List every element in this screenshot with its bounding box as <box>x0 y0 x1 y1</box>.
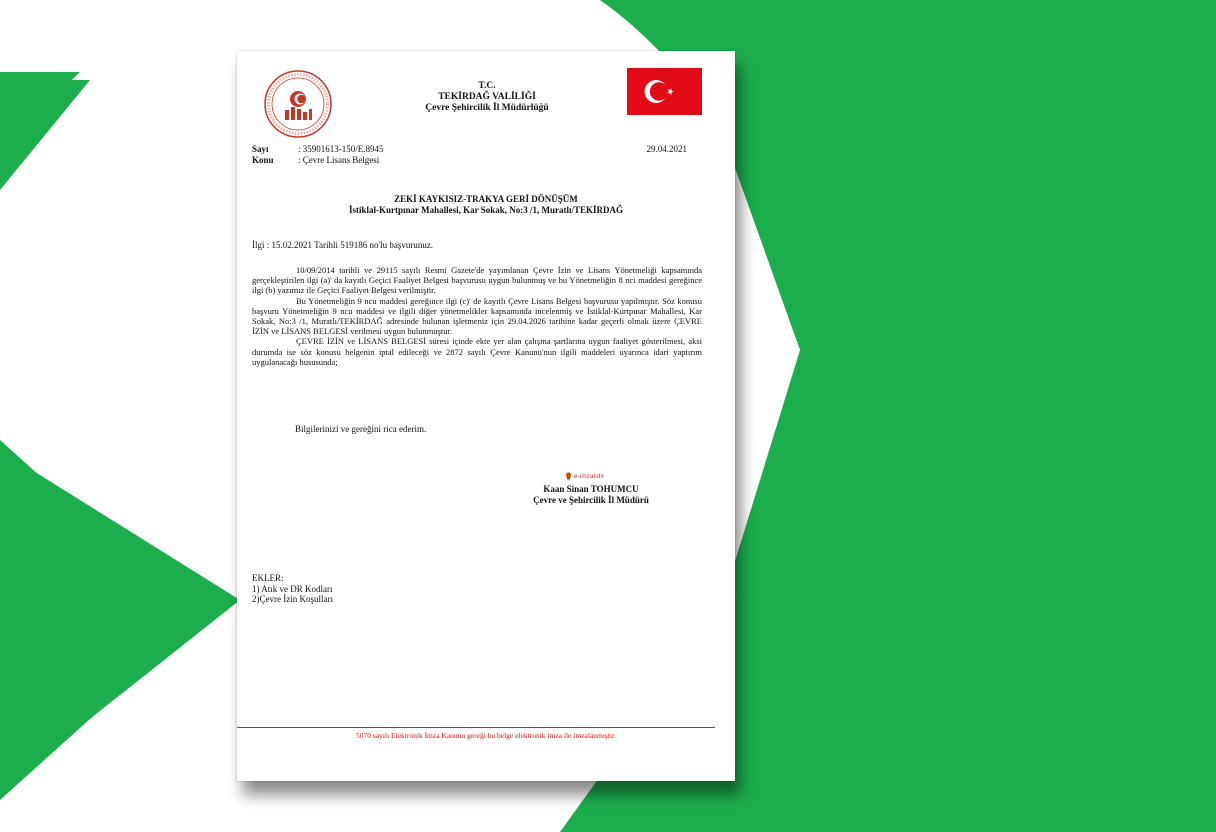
letterhead <box>357 81 617 114</box>
sayi-value: : 35901613-150/E.8945 <box>298 144 384 154</box>
signer-title: Çevre ve Şehircilik İl Müdürü <box>533 495 649 505</box>
reference-block <box>252 144 384 166</box>
letterhead-line-2: TEKİRDAĞ VALİLİĞİ <box>438 92 536 102</box>
footer-notice: 5070 sayılı Elektronik İmza Kanunu gereği bu belge elektronik imza ile imzalanmıştır. <box>356 731 616 740</box>
letterhead-line-3: Çevre Şehircilik İl Müdürlüğü <box>425 103 549 113</box>
attachment-item: 1) Atık ve DR Kodları <box>252 583 333 594</box>
e-signature-badge <box>565 472 604 481</box>
recipient-name: ZEKİ KAYKISIZ-TRAKYA GERİ DÖNÜŞÜM <box>394 194 578 204</box>
footer-divider <box>237 727 715 728</box>
attachments-title: EKLER: <box>252 573 284 583</box>
turkish-flag-icon <box>627 68 702 115</box>
e-signature-label: e-imzalıdır <box>574 473 605 481</box>
letter-date: 29.04.2021 <box>646 144 687 154</box>
signer-block <box>481 484 701 506</box>
recipient-block <box>257 194 715 216</box>
body-paragraph-3: ÇEVRE İZİN ve LİSANS BELGESİ süresi içinde ekte yer alan çalışma şartlarına uygun faaliyet gösterilmesi, aksi durumda ise söz konusu belgenin iptal edileceği ve 2872 sayılı Çevre Kanunu'nun ilgili maddeleri uyarınca idari yaptırım uygulanacağı hususunda; <box>252 336 702 367</box>
e-signature-icon <box>565 472 572 481</box>
letterhead-line-1: T.C. <box>478 81 496 91</box>
body-paragraph-1: 10/09/2014 tarihli ve 29115 sayılı Resmi Gazete'de yayımlanan Çevre İzin ve Lisans Yönetmeliği kapsamında gerçekleştirilen ilgi (a)' da kayıtlı Geçici Faaliyet Belgesi başvurusu uygun bulunmuş ve bu Yönetmeliğin 8 nci maddesi gereğince ilgi (b) yazımız ile Geçici Faaliyet Belgesi verilmiştir. <box>252 265 702 296</box>
konu-label: Konu <box>252 155 274 165</box>
attachment-item: 2)Çevre İzin Koşulları <box>252 594 333 604</box>
letter-body <box>252 265 702 367</box>
body-paragraph-2: Bu Yönetmeliğin 9 ncu maddesi gereğince ilgi (c)' de kayıtlı Çevre Lisans Belgesi başvurusu yapılmıştır. Söz konusu başvuru Yönetmeliğin 9 ncu maddesi ve ilgili diğer yönetmelikler kapsamında incelenmiş ve İstiklal-Kurtpınar Mahallesi, Kar Sokak, No:3 /1, Muratlı/TEKİRDAĞ adresinde bulunan işletmeniz için 29.04.2026 tarihine kadar geçerli olmak üzere ÇEVRE İZİN ve LİSANS BELGESİ verilmesi uygun bulunmuştur. <box>252 295 702 337</box>
konu-value: : Çevre Lisans Belgesi <box>298 155 380 165</box>
sayi-label: Sayı <box>252 144 269 154</box>
signer-name: Kaan Sinan TOHUMCU <box>543 484 639 494</box>
ministry-seal-icon <box>263 69 333 139</box>
recipient-address: İstiklal-Kurtpınar Mahallesi, Kar Sokak, No:3 /1, Muratlı/TEKİRDAĞ <box>349 205 623 215</box>
official-letter <box>237 51 735 781</box>
ilgi-line: İlgi : 15.02.2021 Tarihli 519186 no'lu başvurunuz. <box>252 240 434 250</box>
closing-line: Bilgilerinizi ve gereğini rica ederim. <box>295 424 427 434</box>
attachments-list <box>252 573 333 605</box>
